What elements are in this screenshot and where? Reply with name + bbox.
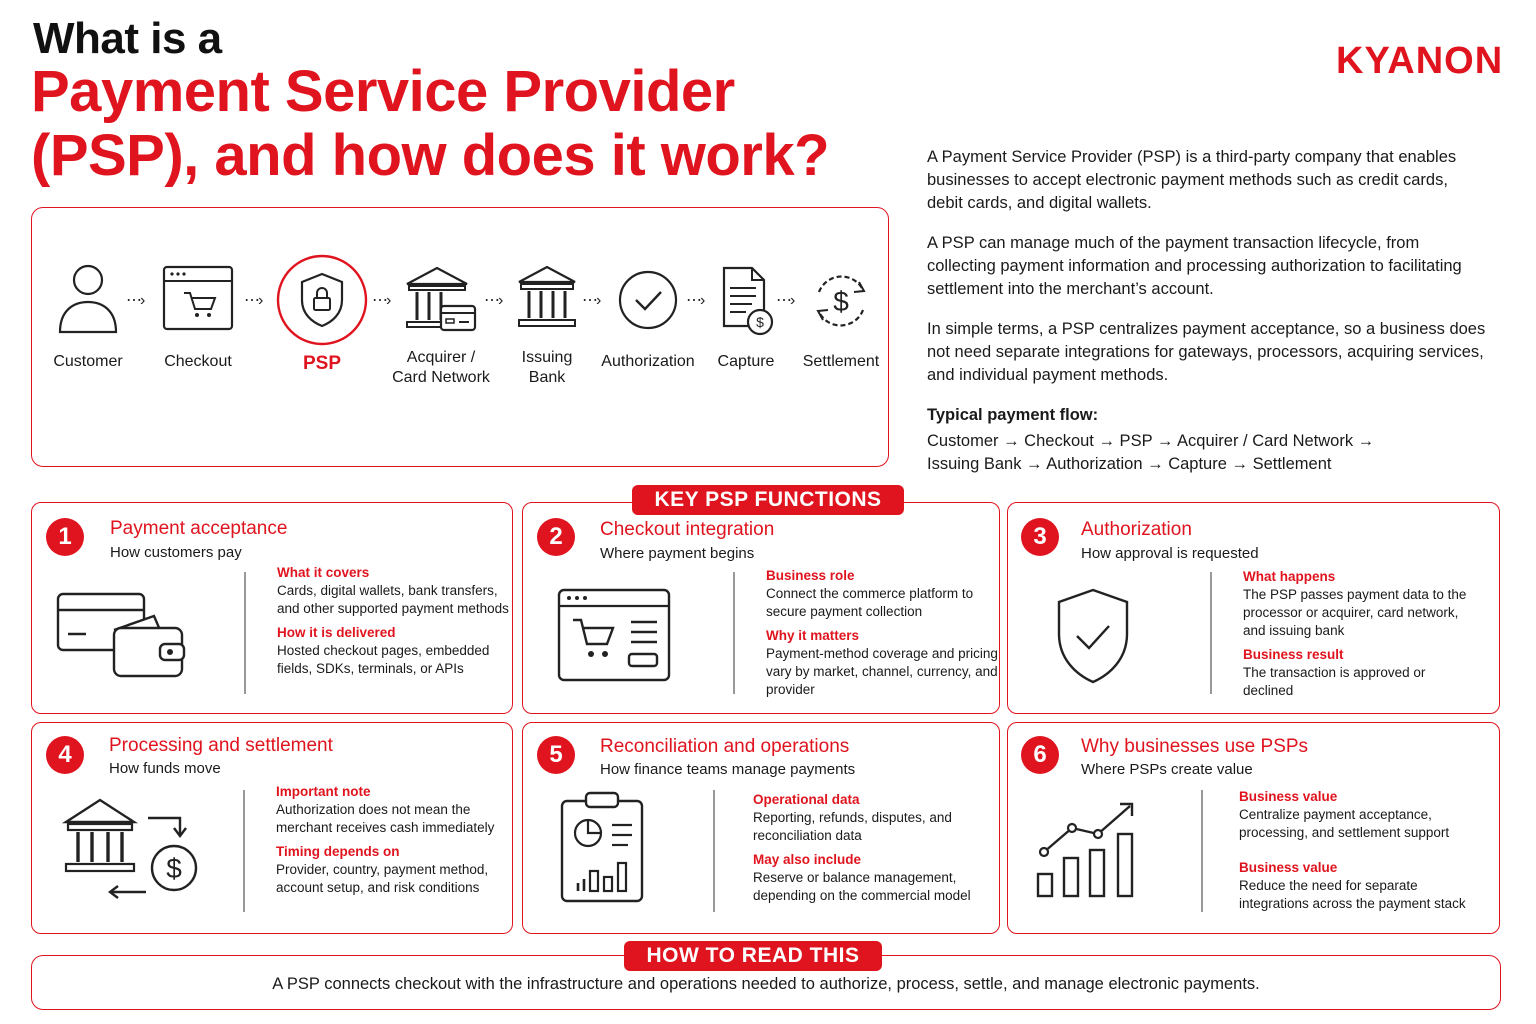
check-circle-icon bbox=[618, 270, 678, 330]
detail-heading: Business result bbox=[1243, 647, 1344, 662]
card-divider bbox=[244, 572, 246, 694]
checkout-window-icon bbox=[557, 588, 671, 682]
card-number: 2 bbox=[537, 518, 575, 556]
flow-text-line-2: Issuing Bank → Authorization → Capture → Settlement bbox=[927, 455, 1332, 473]
detail-text: Authorization does not mean the merchant receives cash immediately bbox=[276, 802, 495, 835]
card-divider bbox=[713, 790, 715, 912]
intro-text bbox=[927, 146, 1487, 404]
card-details bbox=[1243, 568, 1475, 706]
card-subtitle: How funds move bbox=[109, 760, 221, 777]
title-line-2: Payment Service Provider bbox=[31, 59, 735, 124]
card-details bbox=[277, 564, 509, 684]
flow-step-issuing-bank bbox=[512, 264, 582, 388]
detail-heading: Operational data bbox=[753, 792, 860, 807]
shield-lock-icon bbox=[276, 254, 368, 346]
svg-text:$: $ bbox=[756, 314, 764, 330]
detail-text: The PSP passes payment data to the processor or acquirer, card network, and issuing bank bbox=[1243, 587, 1467, 638]
flow-text bbox=[927, 430, 1447, 476]
checkout-cart-icon bbox=[162, 265, 234, 331]
detail-heading: Business value bbox=[1239, 789, 1338, 804]
card-title: Authorization bbox=[1081, 519, 1192, 540]
title-line-1: What is a bbox=[33, 14, 222, 63]
dollar-cycle-icon bbox=[809, 270, 873, 332]
flow-step-psp bbox=[276, 254, 368, 374]
card-title: Payment acceptance bbox=[110, 518, 288, 539]
detail-heading: Why it matters bbox=[766, 628, 860, 643]
card-details bbox=[753, 791, 985, 911]
flow-step-label-2: Bank bbox=[528, 369, 566, 386]
card-subtitle: Where PSPs create value bbox=[1081, 761, 1253, 778]
detail-heading: Business value bbox=[1239, 860, 1338, 875]
title-line-3: (PSP), and how does it work? bbox=[31, 123, 830, 188]
svg-text:$: $ bbox=[166, 853, 182, 884]
card-number: 4 bbox=[46, 736, 84, 774]
flow-step-label: Issuing bbox=[521, 349, 573, 366]
detail-heading: What happens bbox=[1243, 569, 1336, 584]
flow-title: Typical payment flow: bbox=[927, 406, 1099, 424]
svg-text:$: $ bbox=[833, 286, 849, 317]
card-divider bbox=[1210, 572, 1212, 694]
clipboard-report-icon bbox=[558, 791, 646, 905]
flow-arrow: ⋯› bbox=[776, 292, 794, 309]
detail-heading: Important note bbox=[276, 784, 371, 799]
intro-paragraph-3: In simple terms, a PSP centralizes payment acceptance, so a business does not need separate integrations for gateways, processors, acquiring services, and individual payment methods. bbox=[927, 320, 1486, 384]
card-title: Why businesses use PSPs bbox=[1081, 736, 1309, 757]
flow-arrow: ⋯› bbox=[244, 292, 262, 309]
intro-paragraph-2: A PSP can manage much of the payment transaction lifecycle, from collecting payment information and processing authorization to facilitating settlement into the merchant’s account. bbox=[927, 234, 1462, 298]
detail-heading: How it is delivered bbox=[277, 625, 396, 640]
detail-text: Reserve or balance management, depending on the commercial model bbox=[753, 870, 971, 903]
flow-arrow: ⋯› bbox=[484, 292, 502, 309]
card-title: Reconciliation and operations bbox=[600, 736, 850, 757]
document-dollar-icon bbox=[716, 266, 776, 336]
detail-text: Payment-method coverage and pricing vary by market, channel, currency, and provider bbox=[766, 646, 998, 697]
flow-step-label: Acquirer / bbox=[406, 349, 476, 366]
card-number: 6 bbox=[1021, 736, 1059, 774]
flow-step-label: Checkout bbox=[164, 353, 232, 370]
flow-step-settlement bbox=[800, 270, 882, 372]
footer-text: A PSP connects checkout with the infrastructure and operations needed to authorize, process, settle, and manage electronic payments. bbox=[272, 975, 1260, 993]
flow-step-label: Settlement bbox=[802, 353, 880, 370]
detail-heading: May also include bbox=[753, 852, 862, 867]
detail-heading: Business role bbox=[766, 568, 855, 583]
detail-text: Connect the commerce platform to secure payment collection bbox=[766, 586, 974, 619]
flow-step-label: Authorization bbox=[601, 353, 695, 370]
card-title: Checkout integration bbox=[600, 519, 775, 540]
flow-step-label: Customer bbox=[53, 353, 123, 370]
flow-step-label-2: Card Network bbox=[392, 369, 490, 386]
intro-paragraph-1: A Payment Service Provider (PSP) is a third-party company that enables businesses to accept electronic payment methods such as credit cards, debit cards, and digital wallets. bbox=[927, 148, 1457, 212]
flow-text-line-1: Customer → Checkout → PSP → Acquirer / Card Network → bbox=[927, 432, 1375, 450]
flow-step-checkout bbox=[160, 265, 236, 372]
card-title: Processing and settlement bbox=[109, 735, 333, 756]
card-divider bbox=[1201, 790, 1203, 912]
detail-text: Hosted checkout pages, embedded fields, SDKs, terminals, or APIs bbox=[277, 643, 490, 676]
bank-transfer-icon bbox=[62, 796, 202, 900]
flow-step-label: Capture bbox=[717, 353, 775, 370]
flow-arrow: ⋯› bbox=[126, 292, 144, 309]
flow-arrow: ⋯› bbox=[372, 292, 390, 309]
key-functions-heading: KEY PSP FUNCTIONS bbox=[632, 485, 904, 515]
detail-heading: What it covers bbox=[277, 565, 370, 580]
flow-arrow: ⋯› bbox=[686, 292, 704, 309]
kyanon-logo bbox=[1336, 40, 1503, 83]
growth-chart-icon bbox=[1034, 800, 1142, 898]
bank-card-icon bbox=[403, 264, 479, 334]
card-subtitle: How approval is requested bbox=[1081, 545, 1259, 562]
card-subtitle: How finance teams manage payments bbox=[600, 761, 856, 778]
card-divider bbox=[243, 790, 245, 912]
detail-text: The transaction is approved or declined bbox=[1243, 665, 1426, 698]
logo-text: KYANON bbox=[1336, 40, 1504, 82]
card-divider bbox=[733, 572, 735, 694]
card-subtitle: Where payment begins bbox=[600, 545, 755, 562]
flow-step-acquirer bbox=[386, 264, 496, 388]
flow-step-authorization bbox=[598, 270, 698, 372]
card-number: 5 bbox=[537, 736, 575, 774]
bank-icon bbox=[517, 264, 577, 330]
card-number: 3 bbox=[1021, 518, 1059, 556]
user-icon bbox=[56, 262, 120, 334]
detail-text: Reporting, refunds, disputes, and reconciliation data bbox=[753, 810, 952, 843]
detail-text: Cards, digital wallets, bank transfers, and other supported payment methods bbox=[277, 583, 509, 616]
how-to-read-heading: HOW TO READ THIS bbox=[624, 941, 882, 971]
shield-check-icon bbox=[1055, 588, 1131, 684]
card-subtitle: How customers pay bbox=[110, 544, 242, 561]
flow-step-customer bbox=[50, 262, 126, 372]
card-details bbox=[1239, 788, 1489, 919]
detail-text: Reduce the need for separate integrations across the payment stack bbox=[1239, 878, 1466, 911]
detail-text: Centralize payment acceptance, processing, and settlement support bbox=[1239, 807, 1450, 840]
flow-arrow: ⋯› bbox=[582, 292, 600, 309]
card-number: 1 bbox=[46, 518, 84, 556]
card-wallet-icon bbox=[56, 590, 188, 680]
flow-step-label: PSP bbox=[302, 353, 342, 374]
detail-text: Provider, country, payment method, account setup, and risk conditions bbox=[276, 862, 489, 895]
card-details bbox=[276, 783, 508, 903]
card-details bbox=[766, 567, 998, 705]
flow-step-capture bbox=[712, 266, 780, 372]
detail-heading: Timing depends on bbox=[276, 844, 400, 859]
